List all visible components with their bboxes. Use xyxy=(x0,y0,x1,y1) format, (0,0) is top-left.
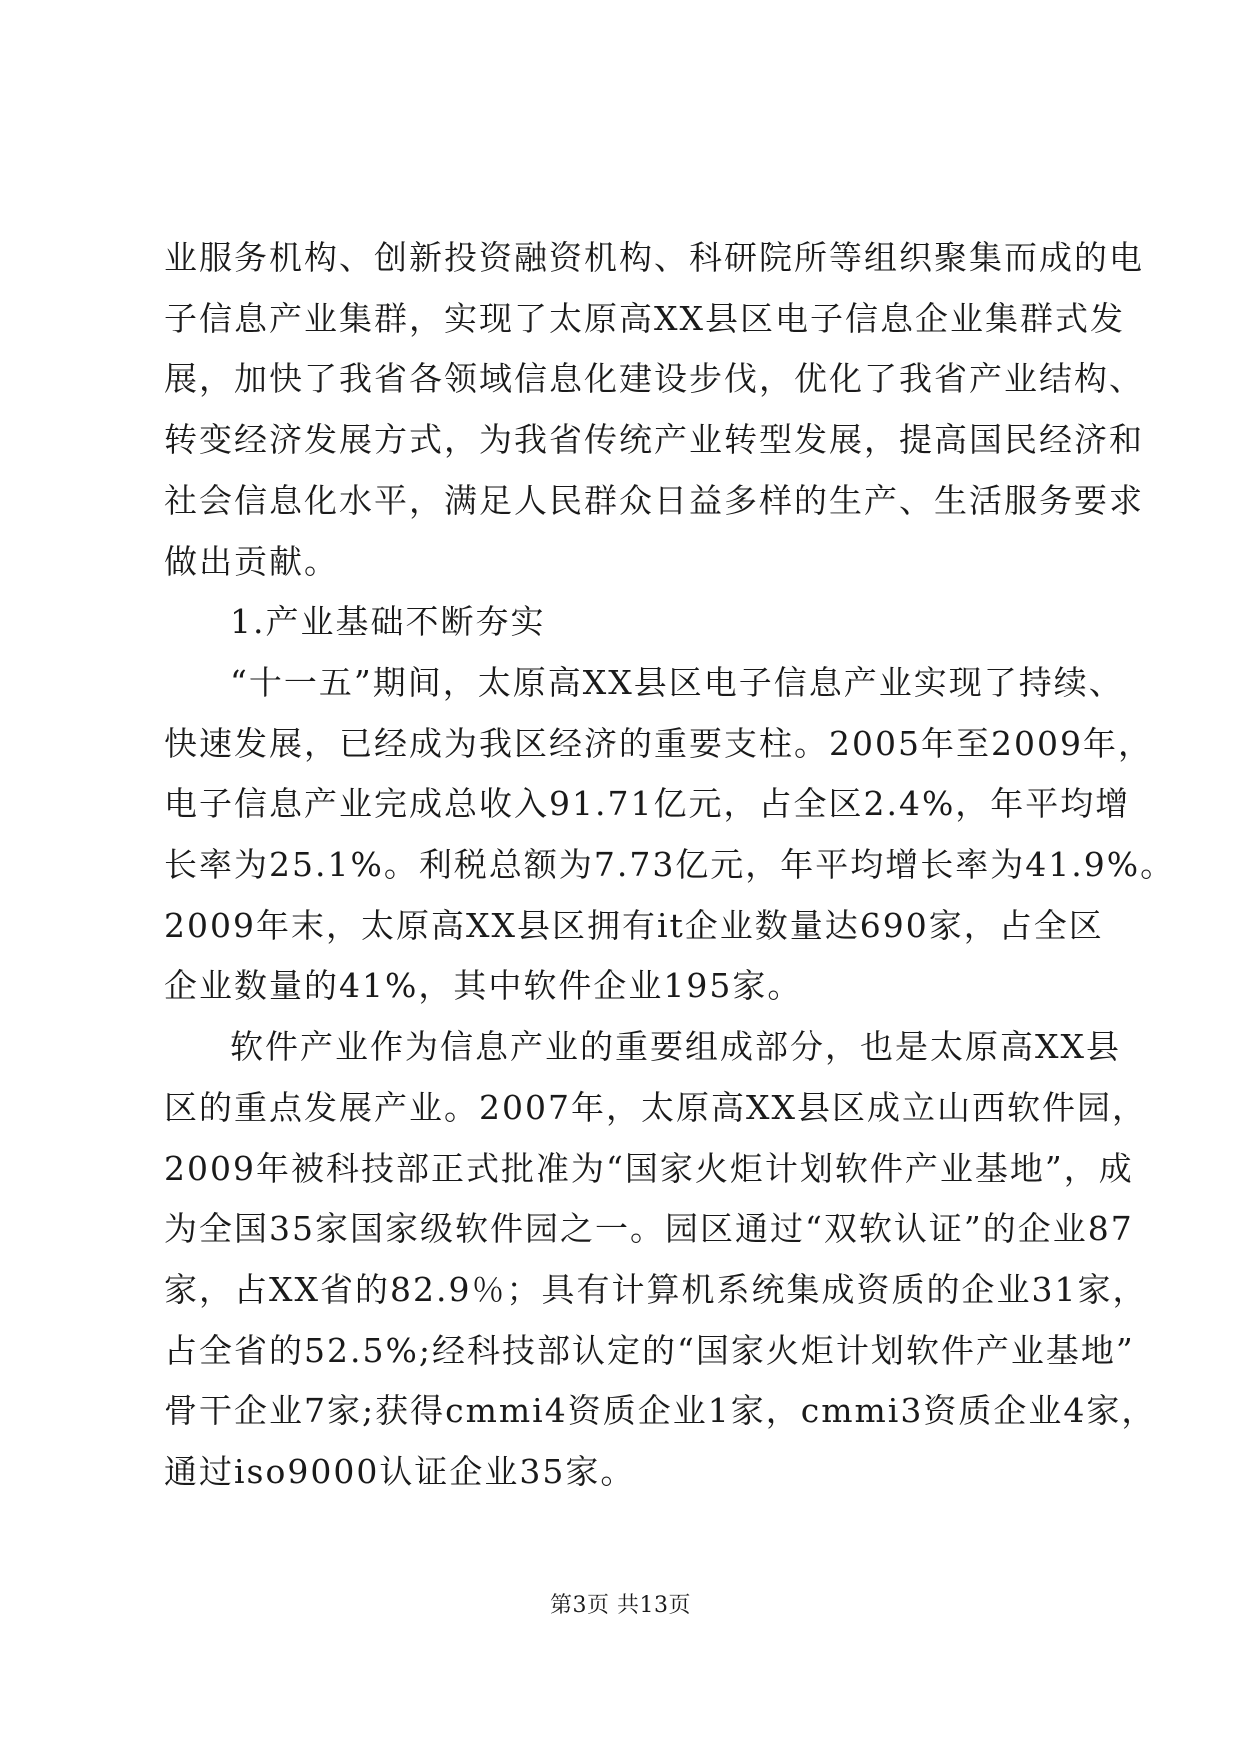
text-line: 子信息产业集群，实现了太原高XX县区电子信息企业集群式发 xyxy=(164,298,1125,338)
text-line: 业服务机构、创新投资融资机构、科研院所等组织聚集而成的电 xyxy=(164,238,1144,277)
text-line: 展，加快了我省各领域信息化建设步伐，优化了我省产业结构、 xyxy=(164,359,1144,399)
text-line: 企业数量的41%，其中软件企业195家。 xyxy=(164,966,803,1006)
text-line: 2009年末，太原高XX县区拥有it企业数量达690家，占全区 xyxy=(164,905,1104,945)
text-line: 占全省的52.5%;经科技部认定的“国家火炬计划软件产业基地” xyxy=(164,1330,1135,1370)
text-line: 骨干企业7家;获得cmmi4资质企业1家，cmmi3资质企业4家， xyxy=(164,1391,1157,1431)
page-number-footer: 第3页 共13页 xyxy=(550,1593,691,1618)
heading-line: 1.产业基础不断夯实 xyxy=(230,602,546,642)
text-line: 电子信息产业完成总收入91.71亿元，占全区2.4%，年平均增 xyxy=(164,784,1131,824)
text-line: 转变经济发展方式，为我省传统产业转型发展，提高国民经济和 xyxy=(164,420,1144,460)
text-line: 长率为25.1%。利税总额为7.73亿元，年平均增长率为41.9%。 xyxy=(164,845,1176,885)
text-line: 通过iso9000认证企业35家。 xyxy=(164,1452,636,1492)
text-line: “十一五”期间，太原高XX县区电子信息产业实现了持续、 xyxy=(230,662,1124,702)
paragraph-2 xyxy=(164,653,1176,1017)
text-line: 2009年被科技部正式批准为“国家火炬计划软件产业基地”，成 xyxy=(164,1148,1134,1188)
section-heading xyxy=(164,592,1084,653)
document-body xyxy=(164,228,1176,1503)
text-line: 为全国35家国家级软件园之一。园区通过“双软认证”的企业87 xyxy=(164,1209,1134,1249)
text-line: 软件产业作为信息产业的重要组成部分，也是太原高XX县 xyxy=(230,1027,1121,1067)
paragraph-1 xyxy=(164,228,1144,592)
text-line: 家，占XX省的82.9％；具有计算机系统集成资质的企业31家， xyxy=(164,1269,1148,1309)
text-line: 社会信息化水平，满足人民群众日益多样的生产、生活服务要求 xyxy=(164,480,1144,520)
text-line: 做出贡献。 xyxy=(164,541,339,581)
paragraph-3 xyxy=(164,1017,1157,1503)
text-line: 区的重点发展产业。2007年，太原高XX县区成立山西软件园， xyxy=(164,1087,1147,1127)
text-line: 快速发展，已经成为我区经济的重要支柱。2005年至2009年， xyxy=(164,723,1153,763)
